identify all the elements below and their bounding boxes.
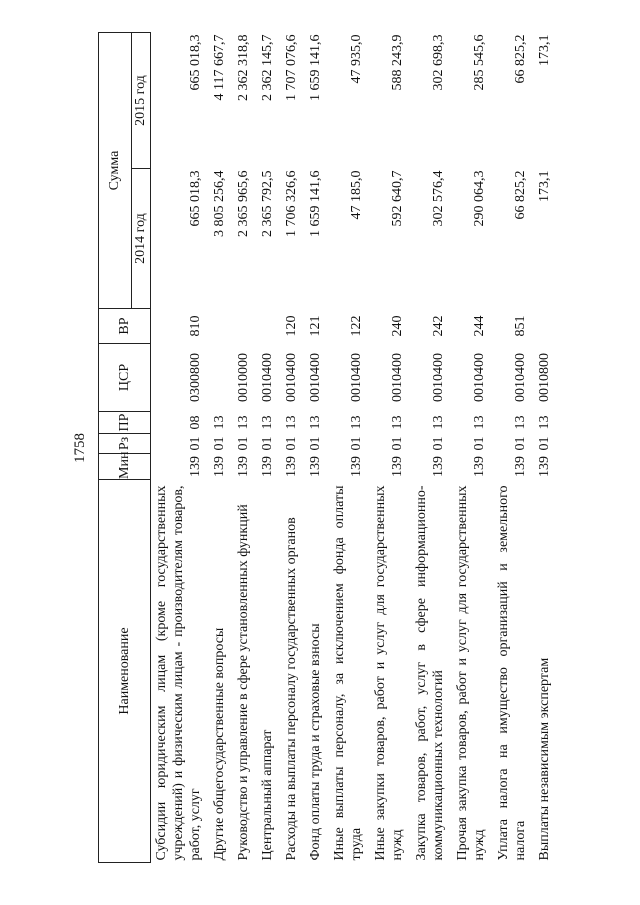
header-csr: ЦСР bbox=[99, 344, 151, 412]
row-sum-2015: 1 707 076,6 bbox=[284, 34, 299, 101]
row-pr: 13 bbox=[472, 415, 487, 430]
header-2015: 2015 год bbox=[132, 33, 151, 169]
row-name: Выплаты независимым экспертам bbox=[537, 657, 552, 861]
row-vr bbox=[257, 309, 281, 344]
table-row bbox=[329, 33, 370, 863]
table-row bbox=[493, 33, 534, 863]
row-sum-2015: 66 825,2 bbox=[513, 34, 528, 84]
row-csr: 0010400 bbox=[260, 353, 275, 402]
table-row bbox=[151, 33, 210, 863]
row-name: Прочая закупка товаров, работ и услуг для государственных нужд bbox=[455, 485, 487, 861]
row-sum-2015: 2 362 318,8 bbox=[236, 34, 251, 101]
row-pr: 13 bbox=[212, 415, 227, 430]
header-rz: Рз bbox=[99, 434, 151, 454]
row-pr: 13 bbox=[537, 415, 552, 430]
row-rz: 01 bbox=[236, 436, 251, 451]
row-csr: 0010000 bbox=[236, 353, 251, 402]
row-min: 139 bbox=[236, 456, 251, 477]
row-sum-2014: 1 706 326,6 bbox=[284, 170, 299, 237]
row-sum-2014: 2 365 792,5 bbox=[260, 170, 275, 237]
table-row bbox=[257, 33, 281, 863]
row-min: 139 bbox=[212, 456, 227, 477]
row-rz: 01 bbox=[390, 436, 405, 451]
row-sum-2014: 302 576,4 bbox=[431, 170, 446, 227]
row-rz: 01 bbox=[537, 436, 552, 451]
row-sum-2014: 665 018,3 bbox=[188, 170, 203, 227]
row-name: Субсидии юридическим лицам (кроме государственных учреждений) и физическим лицам - производителям товаров, работ, услуг bbox=[154, 485, 203, 861]
row-vr: 244 bbox=[472, 315, 487, 337]
row-name: Уплата налога на имущество организаций и земельного налога bbox=[496, 485, 528, 861]
table-row bbox=[534, 33, 558, 863]
header-sum: Сумма bbox=[99, 33, 132, 309]
row-name: Руководство и управление в сфере установленных функций bbox=[236, 504, 251, 861]
row-sum-2015: 665 018,3 bbox=[188, 34, 203, 91]
table-row bbox=[209, 33, 233, 863]
row-sum-2014: 47 185,0 bbox=[349, 170, 364, 220]
row-min: 139 bbox=[472, 456, 487, 477]
row-sum-2015: 47 935,0 bbox=[349, 34, 364, 84]
row-rz: 01 bbox=[308, 436, 323, 451]
row-csr bbox=[209, 344, 233, 412]
table-row bbox=[305, 33, 329, 863]
header-min: Мин bbox=[99, 454, 151, 480]
row-sum-2015: 173,1 bbox=[537, 34, 552, 66]
budget-table bbox=[98, 32, 558, 863]
row-pr: 13 bbox=[308, 415, 323, 430]
row-name: Расходы на выплаты персоналу государственных органов bbox=[284, 517, 299, 861]
row-pr: 13 bbox=[260, 415, 275, 430]
row-vr bbox=[209, 309, 233, 344]
row-pr: 13 bbox=[431, 415, 446, 430]
row-min: 139 bbox=[349, 456, 364, 477]
row-min: 139 bbox=[390, 456, 405, 477]
row-vr: 122 bbox=[349, 315, 364, 337]
row-pr: 13 bbox=[236, 415, 251, 430]
row-sum-2014: 1 659 141,6 bbox=[308, 170, 323, 237]
row-csr: 0300800 bbox=[188, 353, 203, 402]
row-csr: 0010400 bbox=[349, 353, 364, 402]
header-2014: 2014 год bbox=[132, 169, 151, 309]
row-csr: 0010400 bbox=[431, 353, 446, 402]
row-name: Иные выплаты персоналу, за исключением фонда оплаты труда bbox=[332, 485, 364, 861]
row-min: 139 bbox=[308, 456, 323, 477]
header-pr: ПР bbox=[99, 412, 151, 434]
row-vr: 120 bbox=[284, 315, 299, 337]
row-vr: 240 bbox=[390, 315, 405, 337]
row-sum-2015: 285 545,6 bbox=[472, 34, 487, 91]
row-rz: 01 bbox=[349, 436, 364, 451]
row-vr bbox=[534, 309, 558, 344]
table-row bbox=[452, 33, 493, 863]
table-header bbox=[99, 33, 151, 863]
table-row bbox=[411, 33, 452, 863]
row-vr: 810 bbox=[188, 315, 203, 337]
row-csr: 0010400 bbox=[308, 353, 323, 402]
row-csr: 0010400 bbox=[284, 353, 299, 402]
row-csr: 0010400 bbox=[513, 353, 528, 402]
table-body bbox=[151, 33, 559, 863]
row-csr: 0010800 bbox=[537, 353, 552, 402]
row-rz: 01 bbox=[472, 436, 487, 451]
row-rz: 01 bbox=[188, 436, 203, 451]
row-rz: 01 bbox=[431, 436, 446, 451]
rotated-page bbox=[70, 33, 550, 863]
row-sum-2014: 290 064,3 bbox=[472, 170, 487, 227]
row-min: 139 bbox=[513, 456, 528, 477]
row-min: 139 bbox=[431, 456, 446, 477]
row-pr: 13 bbox=[390, 415, 405, 430]
row-pr: 08 bbox=[188, 415, 203, 430]
table-row bbox=[233, 33, 257, 863]
row-min: 139 bbox=[188, 456, 203, 477]
row-sum-2014: 3 805 256,4 bbox=[212, 170, 227, 237]
row-name: Закупка товаров, работ, услуг в сфере информационно-коммуникационных технологий bbox=[414, 485, 446, 861]
row-csr: 0010400 bbox=[390, 353, 405, 402]
row-min: 139 bbox=[537, 456, 552, 477]
row-name: Другие общегосударственные вопросы bbox=[212, 627, 227, 861]
row-vr: 242 bbox=[431, 315, 446, 337]
row-min: 139 bbox=[284, 456, 299, 477]
row-name: Центральный аппарат bbox=[260, 729, 275, 861]
row-sum-2015: 302 698,3 bbox=[431, 34, 446, 91]
row-csr: 0010400 bbox=[472, 353, 487, 402]
row-vr bbox=[233, 309, 257, 344]
row-pr: 13 bbox=[284, 415, 299, 430]
row-name: Иные закупки товаров, работ и услуг для государственных нужд bbox=[373, 485, 405, 861]
row-vr: 851 bbox=[513, 315, 528, 337]
table-row bbox=[281, 33, 305, 863]
row-sum-2014: 592 640,7 bbox=[390, 170, 405, 227]
row-sum-2014: 2 365 965,6 bbox=[236, 170, 251, 237]
row-pr: 13 bbox=[513, 415, 528, 430]
row-sum-2015: 4 117 667,7 bbox=[212, 34, 227, 101]
row-rz: 01 bbox=[513, 436, 528, 451]
row-sum-2015: 588 243,9 bbox=[390, 34, 405, 91]
row-sum-2015: 2 362 145,7 bbox=[260, 34, 275, 101]
row-sum-2014: 66 825,2 bbox=[513, 170, 528, 220]
page-number: 1758 bbox=[72, 433, 88, 463]
row-vr: 121 bbox=[308, 315, 323, 337]
row-name: Фонд оплаты труда и страховые взносы bbox=[308, 623, 323, 861]
row-min: 139 bbox=[260, 456, 275, 477]
row-sum-2015: 1 659 141,6 bbox=[308, 34, 323, 101]
row-rz: 01 bbox=[260, 436, 275, 451]
row-pr: 13 bbox=[349, 415, 364, 430]
header-vr: ВР bbox=[99, 309, 151, 344]
row-rz: 01 bbox=[212, 436, 227, 451]
table-row bbox=[370, 33, 411, 863]
row-sum-2014: 173,1 bbox=[537, 170, 552, 202]
row-rz: 01 bbox=[284, 436, 299, 451]
header-name: Наименование bbox=[99, 480, 151, 863]
